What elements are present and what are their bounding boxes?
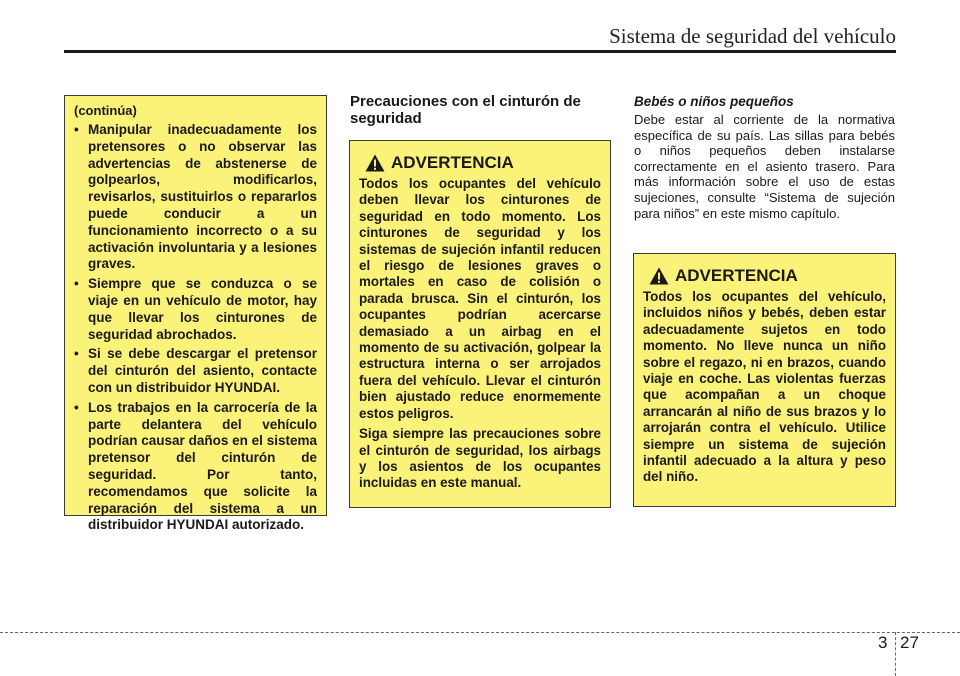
list-item: • Si se debe descargar el pretensor del cinturón del asiento, contacte con un distribuidor HYUNDAI. xyxy=(74,346,317,396)
warning-paragraph: Todos los ocupantes del vehículo, incluidos niños y bebés, deben estar adecuadamente sujetos en todo momento. No lleve nunca un niño sobre el regazo, ni en brazos, cuando viaje en coche. Las violentas fuerzas que acompañan a un choque arrancarán al niño de sus brazos y lo arrojarán contra el vehículo. Utilice siempre un sistema de sujeción infantil adecuado a la altura y peso del niño. xyxy=(643,289,886,485)
warning-triangle-icon xyxy=(365,154,385,172)
warning-paragraph: Todos los ocupantes del vehículo deben llevar los cinturones de seguridad en todo momento. Los cinturones de seguridad y los sistemas de sujeción infantil reducen el riesgo de lesiones graves o mortales en caso de colisión o parada brusca. Sin el cinturón, los ocupantes podrían acercarse demasiado a un airbag en el momento de su activación, golpear la estructura interna o ser arrojados fuera del vehículo. Llevar el cinturón bien ajustado reduce enormemente estos peligros. xyxy=(359,176,601,421)
warning-header xyxy=(359,153,601,173)
footer-rule xyxy=(0,632,960,633)
precaution-list xyxy=(74,122,317,534)
page-number-divider xyxy=(895,632,896,676)
warning-title: ADVERTENCIA xyxy=(675,266,798,285)
seatbelt-warning-box xyxy=(349,140,611,508)
chapter-number: 3 xyxy=(878,633,888,652)
continued-warning-box xyxy=(64,95,327,533)
section-title: Precauciones con el cinturón de seguridad xyxy=(350,93,581,127)
page-number: 27 xyxy=(900,633,919,652)
page-header-title: Sistema de seguridad del vehículo xyxy=(609,24,896,48)
header-rule xyxy=(64,50,896,53)
warning-triangle-icon xyxy=(649,267,669,285)
list-item: • Manipular inadecuadamente los pretensores o no observar las advertencias de abstenerse de golpearlos, modificarlos, revisarlos, sustituirlos o repararlos puede conducir a un funcionamiento incorrecto o a su activación involuntaria y a lesiones graves. xyxy=(74,122,317,273)
list-item: • Los trabajos en la carrocería de la parte delantera del vehículo podrían causar daños en el sistema pretensor del cinturón de seguridad. Por tanto, recomendamos que solicite la reparación del sistema a un distribuidor HYUNDAI autorizado. xyxy=(74,400,317,534)
continued-label: (continúa) xyxy=(74,103,137,118)
subheading: Bebés o niños pequeños xyxy=(634,94,794,109)
warning-title: ADVERTENCIA xyxy=(391,153,514,172)
body-paragraph: Debe estar al corriente de la normativa específica de su país. Las sillas para bebés o niños pequeños deben instalarse correctamente en el asiento trasero. Para más información sobre el uso de estas sujeciones, consulte “Sistema de sujeción para niños” en este mismo capítulo. xyxy=(634,112,895,221)
warning-paragraph: Siga siempre las precauciones sobre el cinturón de seguridad, los airbags y los asientos de los ocupantes incluidas en este manual. xyxy=(359,426,601,491)
child-warning-box xyxy=(633,253,896,507)
warning-header xyxy=(643,266,886,286)
list-item: • Siempre que se conduzca o se viaje en un vehículo de motor, hay que llevar los cinturones de seguridad abrochados. xyxy=(74,276,317,343)
